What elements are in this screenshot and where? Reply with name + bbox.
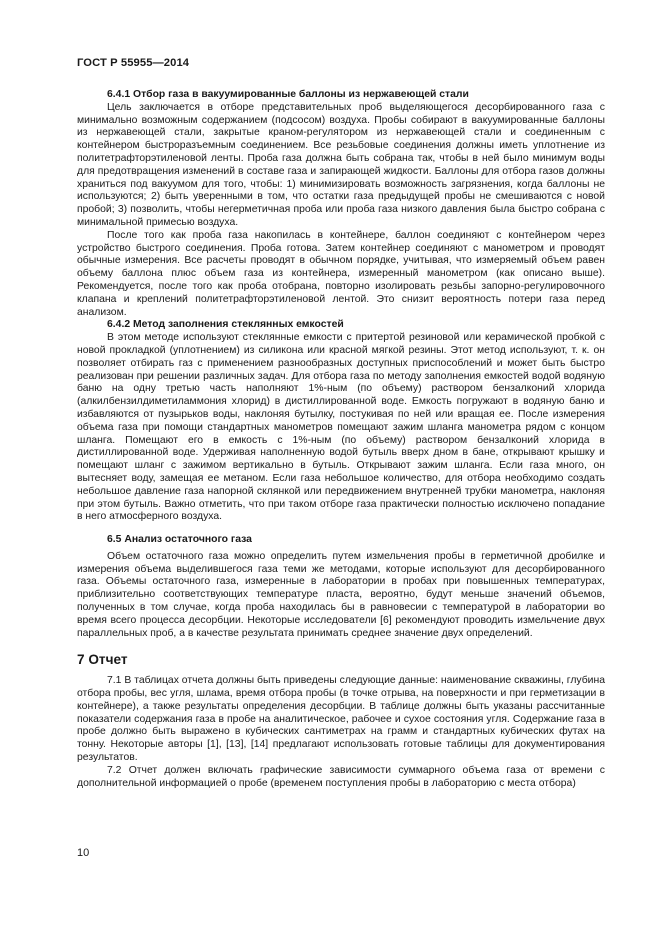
paragraph: В этом методе используют стеклянные емкости с притертой резиновой или керамической пробкой с новой прокладкой (уплотнением) из силикона или красной мягкой резины. Этот метод используют, т. к. он позволяет отбирать газ с применением разнообразных доступных приспособлений и может быть быстро реализован при решении различных задач. Для отбора газа по методу заполнения емкостей водой водяную баню на одну третью часть наполняют 1%-ным (по объему) раствором бензалконий хлорида (алкилбензилдиметиламмония хлорид) в дистиллированной воде. Емкость погружают в водяную баню и избавляются от пузырьков воды, наклоняя бутылку, постукивая по ней или вращая ее. После измерения объема газа при помощи стандартных манометров помещают зажим шланга манометра рядом с концом шланга. Помещают его в емкость с 1%-ным (по объему) раствором бензалконий хлорида в дистиллированной воде. Удерживая наполненную водой бутыль вверх дном в бане, открывают крышку и помещают шланг с зажимом вертикально в бутыль. Открывают зажим шланга. Если газа много, он вытесняет воду, замещая ее метаном. Если газа небольшое количество, для отбора необходимо создать небольшое давление газа напорной склянкой или передвижением внутренней трубки манометра, наклоняя при этом бутыль. Важно отметить, что при таком отборе газа практически полностью исключено попадание в него атмосферного воздуха. xyxy=(77,332,605,523)
section-title-6-4-1: 6.4.1 Отбор газа в вакуумированные баллоны из нержавеющей стали xyxy=(107,89,469,100)
paragraph: Объем остаточного газа можно определить путем измельчения пробы в герметичной дробилке и измерения объема выделившегося газа теми же методами, которые используют для десорбированного газа. Объемы остаточного газа, измеренные в лаборатории в пробах при повышенных температурах, приблизительно соответствующих температуре пласта, вероятно, будут меньше значений объемов, полученных в том случае, когда проба находилась бы в равновесии с температурой в лаборатории во время всего процесса десорбции. Некоторые исследователи [6] рекомендуют проводить измельчение двух параллельных проб, а в качестве результата принимать среднее значение двух определений. xyxy=(77,550,605,639)
paragraph: Цель заключается в отборе представительных проб выделяющегося десорбированного газа с минимально возможным содержанием (подсосом) воздуха. Пробы собирают в вакуумированные баллоны из нержавеющей стали, закрытые краном-регулятором из нержавеющей стали и соединенным с контейнером быстроразъемным соединением. Все резьбовые соединения должны иметь уплотнение из политетрафторэтиленовой ленты. Проба газа должна быть собрана так, чтобы в ней было минимум воды для предотвращения изменений в составе газа и запирающей жидкости. Баллоны для отбора газов должны храниться под вакуумом для того, чтобы: 1) минимизировать возможность загрязнения, когда баллоны не используются; 2) быть уверенными в том, что остатки газа предыдущей пробы не смешиваются с новой пробой; 3) позволить, чтобы негерметичная проба или проба газа низкого давления была быстро собрана с минимальной примесью воздуха. xyxy=(77,101,605,228)
section-title-6-5: 6.5 Анализ остаточного газа xyxy=(107,534,252,546)
section-title-7: 7 Отчет xyxy=(77,652,128,668)
paragraph: 7.2 Отчет должен включать графические зависимости суммарного объема газа от времени с дополнительной информацией о пробе (временем поступления пробы в лабораторию с места отбора) xyxy=(77,764,605,789)
paragraph: После того как проба газа накопилась в контейнере, баллон соединяют с контейнером через устройство быстрого соединения. Проба готова. Затем контейнер соединяют с манометром и проводят обычные измерения. Все расчеты проводят в обычном порядке, учитывая, что измеряемый объем равен объему баллона плюс объем газа из контейнера, измеренный манометром (как описано выше). Рекомендуется, после того как проба отобрана, повторно изолировать резьбы запорно-регулировочного клапана и креплений политетрафторэтиленовой лентой. Это снизит вероятность потери газа перед анализом. xyxy=(77,229,605,318)
page-content xyxy=(77,89,605,790)
document-code: ГОСТ Р 55955—2014 xyxy=(77,57,190,69)
section-title-6-4-2: 6.4.2 Метод заполнения стеклянных емкостей xyxy=(107,319,344,331)
page-number: 10 xyxy=(77,847,90,859)
paragraph: 7.1 В таблицах отчета должны быть приведены следующие данные: наименование скважины, глубина отбора пробы, вес угля, шлама, время отбора пробы (в точке отрыва, на поверхности и при герметизации в контейнере), а также результаты определения десорбции. В таблице должны быть указаны рассчитанные показатели содержания газа в пробе на аналитическое, рабочее и сухое состояния угля. Содержание газа в пробе должно быть выражено в кубических сантиметрах на грамм и стандартных кубических футах на тонну. Некоторые авторы [1], [13], [14] предлагают использовать готовые таблицы для документирования результатов. xyxy=(77,675,605,764)
